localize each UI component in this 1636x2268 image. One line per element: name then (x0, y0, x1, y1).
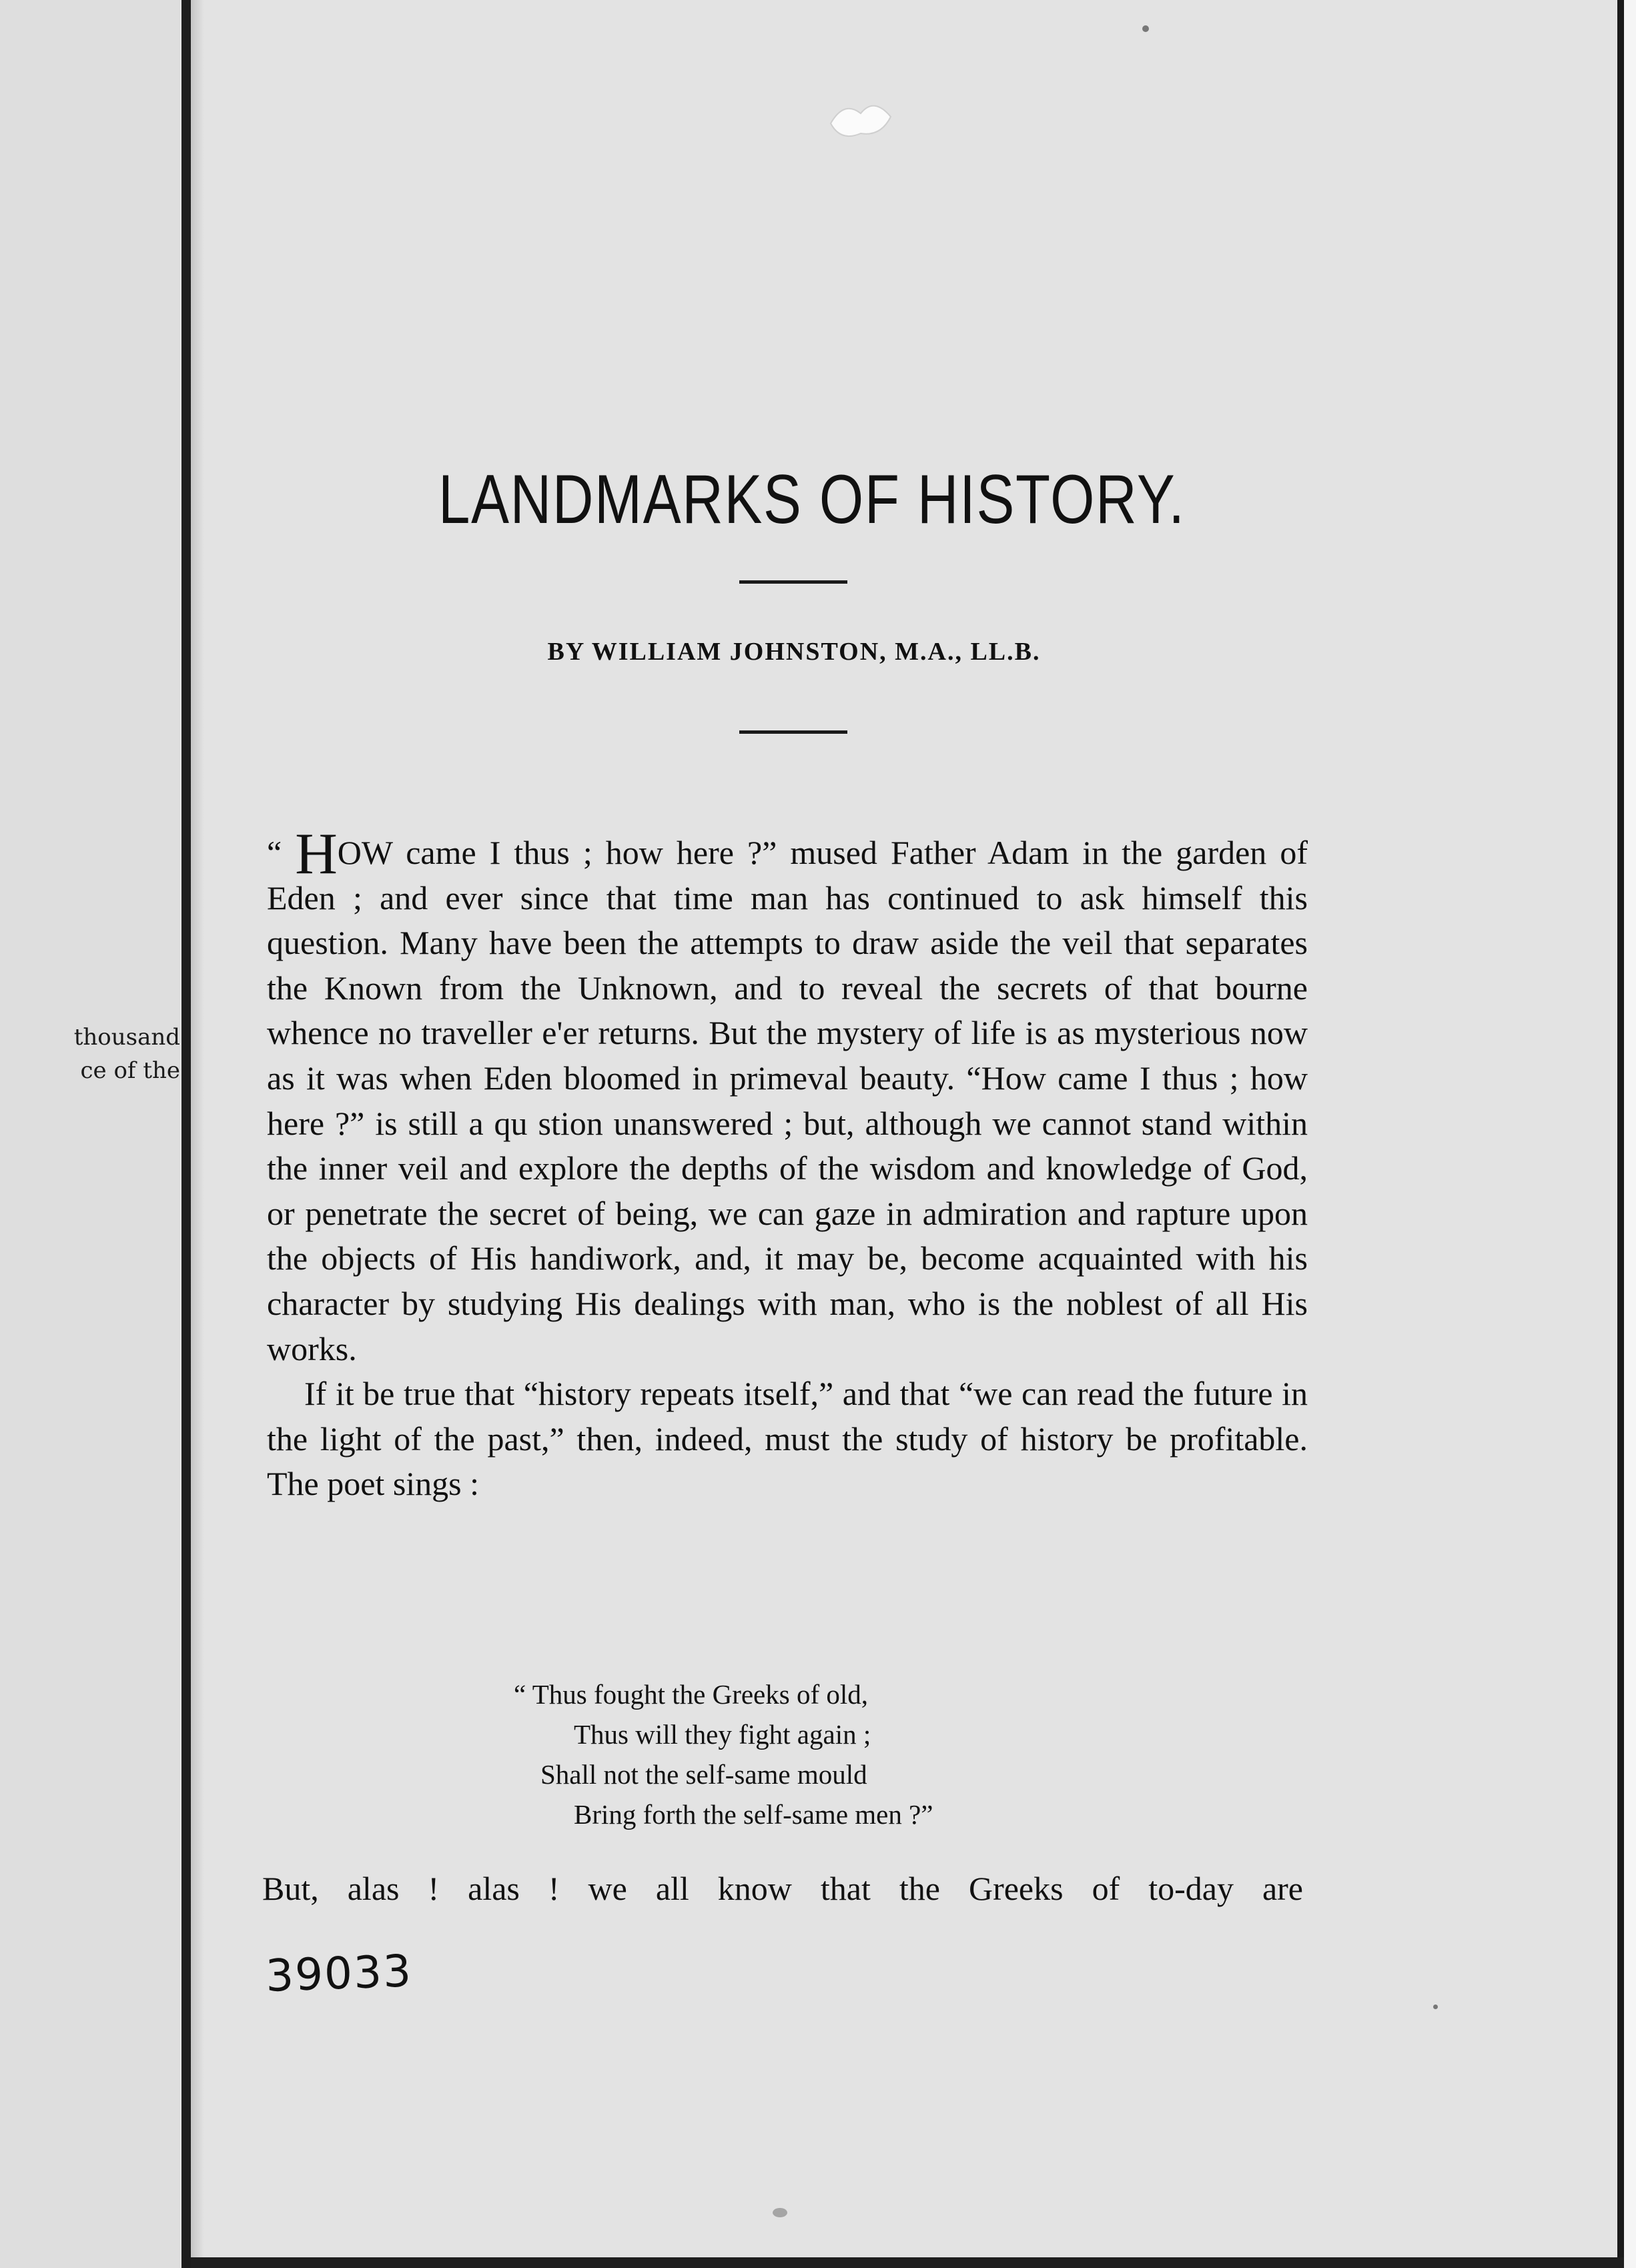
page-right-edge (1617, 0, 1624, 2268)
left-page-fragment: ce of the (80, 1057, 180, 1084)
verse-line: Shall not the self-same mould (540, 1759, 867, 1790)
scan-speck (1142, 25, 1149, 32)
page-bottom-edge (191, 2257, 1624, 2268)
byline-divider (739, 730, 847, 734)
title-divider (739, 580, 847, 584)
paragraph-1 (267, 822, 1308, 1371)
paper-blemish (824, 97, 897, 143)
article-body (267, 822, 1308, 1507)
scan-speck (773, 2208, 787, 2217)
scan-border (1624, 0, 1636, 2268)
spine-shadow (191, 0, 204, 2268)
scan-speck (1433, 2005, 1438, 2009)
opening-quote: “ (267, 834, 296, 871)
author-byline: BY WILLIAM JOHNSTON, M.A., LL.B. (547, 638, 1041, 666)
poem-quote (514, 1674, 1114, 1834)
book-spine-edge (181, 0, 191, 2268)
verse-line: Bring forth the self-same men ?” (574, 1799, 933, 1830)
handwritten-catalog-number: 39033 (264, 1945, 414, 2002)
left-page-margin (0, 0, 180, 2268)
continuation-line: But, alas ! alas ! we all know that the Greeks of to-day are (262, 1870, 1303, 1907)
left-page-fragment: thousand (73, 1024, 180, 1051)
verse-line: Thus will they fight again ; (574, 1719, 871, 1750)
page-title: LANDMARKS OF HISTORY. (438, 460, 1186, 538)
drop-cap: H (295, 822, 338, 887)
paragraph-1-text: OW came I thus ; how here ?” mused Father Adam in the garden of Eden ; and ever since that time man has continued to ask himself this question. Many have been the attempts to draw aside the veil that separates the Known from the Unknown, and to reveal the secrets of that bourne whence no traveller e'er returns. But the mystery of life is as mysterious now as it was when Eden bloomed in primeval beauty. “How came I thus ; how here ?” is still a qu stion unanswered ; but, although we cannot stand within the inner veil and explore the depths of the wisdom and knowledge of God, or penetrate the secret of being, we can gaze in admiration and rapture upon the objects of His handiwork, and, it may be, become acquainted with his character by studying His dealings with man, who is the noblest of all His works. (267, 834, 1308, 1367)
verse-line: “ Thus fought the Greeks of old, (514, 1679, 868, 1710)
paragraph-2: If it be true that “history repeats itself,” and that “we can read the future in the light of the past,” then, indeed, must the study of history be profitable. The poet sings : (267, 1375, 1308, 1503)
